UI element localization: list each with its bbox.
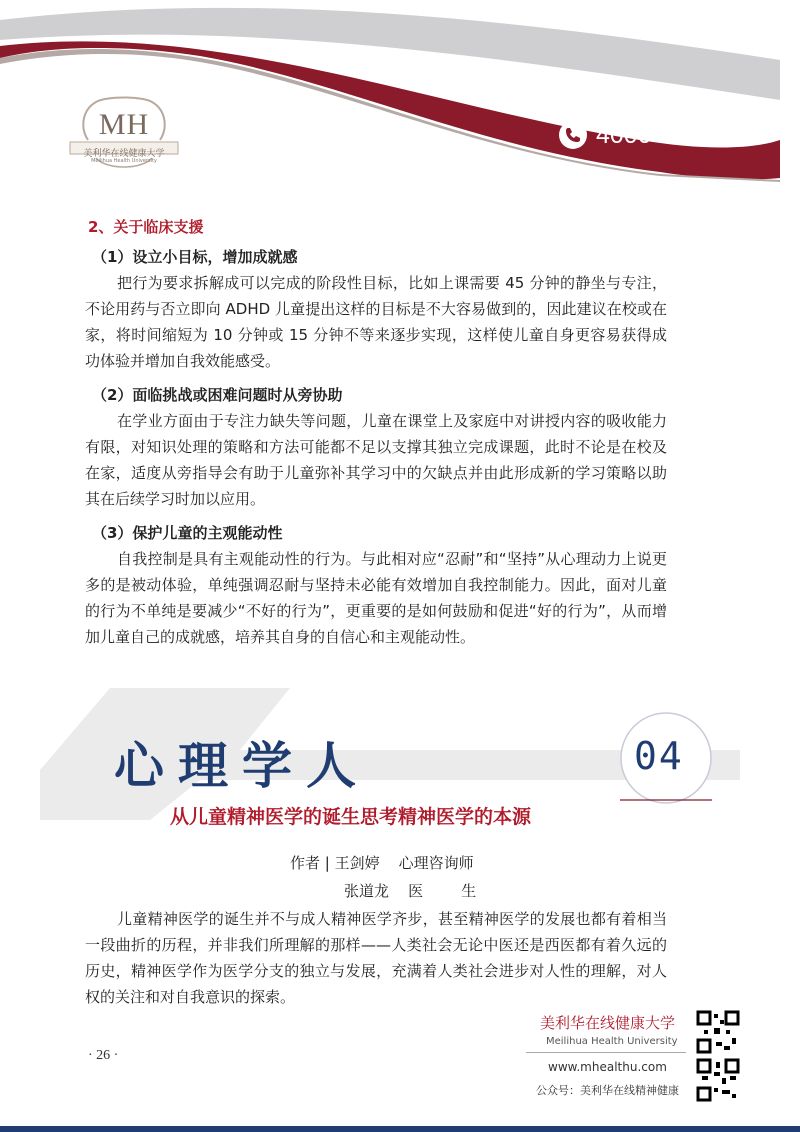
bottom-bar xyxy=(0,1126,800,1132)
phone-icon xyxy=(558,120,588,150)
article-title: 从儿童精神医学的诞生思考精神医学的本源 xyxy=(170,806,532,828)
qr-code-icon[interactable] xyxy=(696,1010,740,1054)
section-title: 2、关于临床支援 xyxy=(88,218,204,236)
logo-en: Meilihua Health University xyxy=(91,158,157,164)
subheading-1: （1）设立小目标，增加成就感 xyxy=(92,248,298,266)
column-number: 04 xyxy=(634,734,684,778)
author-line-2: 张道龙 医 生 xyxy=(344,882,477,900)
university-logo xyxy=(66,96,182,178)
logo-cn: 美利华在线健康大学 xyxy=(83,149,165,159)
logo-letters: MH xyxy=(98,108,150,141)
footer-url: www.mhealthu.com xyxy=(548,1060,667,1074)
page-number: · 26 · xyxy=(88,1048,119,1063)
phone-contact xyxy=(558,118,752,152)
qr-code-wechat-icon[interactable] xyxy=(696,1058,740,1102)
subheading-3: （3）保护儿童的主观能动性 xyxy=(92,524,283,542)
subheading-2: （2）面临挑战或困难问题时从旁协助 xyxy=(92,386,343,404)
paragraph-3: 自我控制是具有主观能动性的行为。与此相对应“忍耐”和“坚持”从心理动力上说更多的是被动体验，单纯强调忍耐与坚持未必能有效增加自我控制能力。因此，面对儿童的行为不单纯是要减少“不好的行为”，更重要的是如何鼓励和促进“好的行为”，从而增加儿童自己的成就感，培养其自身的自信心和主观能动性。 xyxy=(85,550,667,646)
paragraph-2: 在学业方面由于专注力缺失等问题，儿童在课堂上及家庭中对讲授内容的吸收能力有限，对知识处理的策略和方法可能都不足以支撑其独立完成课题，此时不论是在校及在家，适度从旁指导会有助于儿童弥补其学习中的欠缺点并由此形成新的学习策略以助其在后续学习时加以应用。 xyxy=(85,412,667,508)
footer-university-cn: 美利华在线健康大学 xyxy=(540,1014,676,1032)
footer-wechat: 公众号：美利华在线精神健康 xyxy=(536,1084,679,1097)
paragraph-1: 把行为要求拆解成可以完成的阶段性目标，比如上课需要 45 分钟的静坐与专注，不论用药与否立即向 ADHD 儿童提出这样的目标是不大容易做到的，因此建议在校或在家，将时间缩短为 10 分钟或 15 分钟不等来逐步实现，这样使儿童自身更容易获得成功体验并增加自我效能感受。 xyxy=(85,274,667,370)
psychology-title: 心理学人 xyxy=(114,737,370,795)
intro-paragraph: 儿童精神医学的诞生并不与成人精神医学齐步，甚至精神医学的发展也都有着相当一段曲折的历程，并非我们所理解的那样——人类社会无论中医还是西医都有着久远的历史，精神医学作为医学分支的独立与发展，充满着人类社会进步对人性的理解，对人权的关注和对自我意识的探索。 xyxy=(85,910,667,1006)
footer-university-en: Meilihua Health University xyxy=(546,1036,678,1047)
author-line-1: 作者 | 王剑婷 心理咨询师 xyxy=(290,854,474,872)
footer-divider xyxy=(526,1052,686,1053)
phone-number: 4000-218-718 xyxy=(596,120,752,149)
